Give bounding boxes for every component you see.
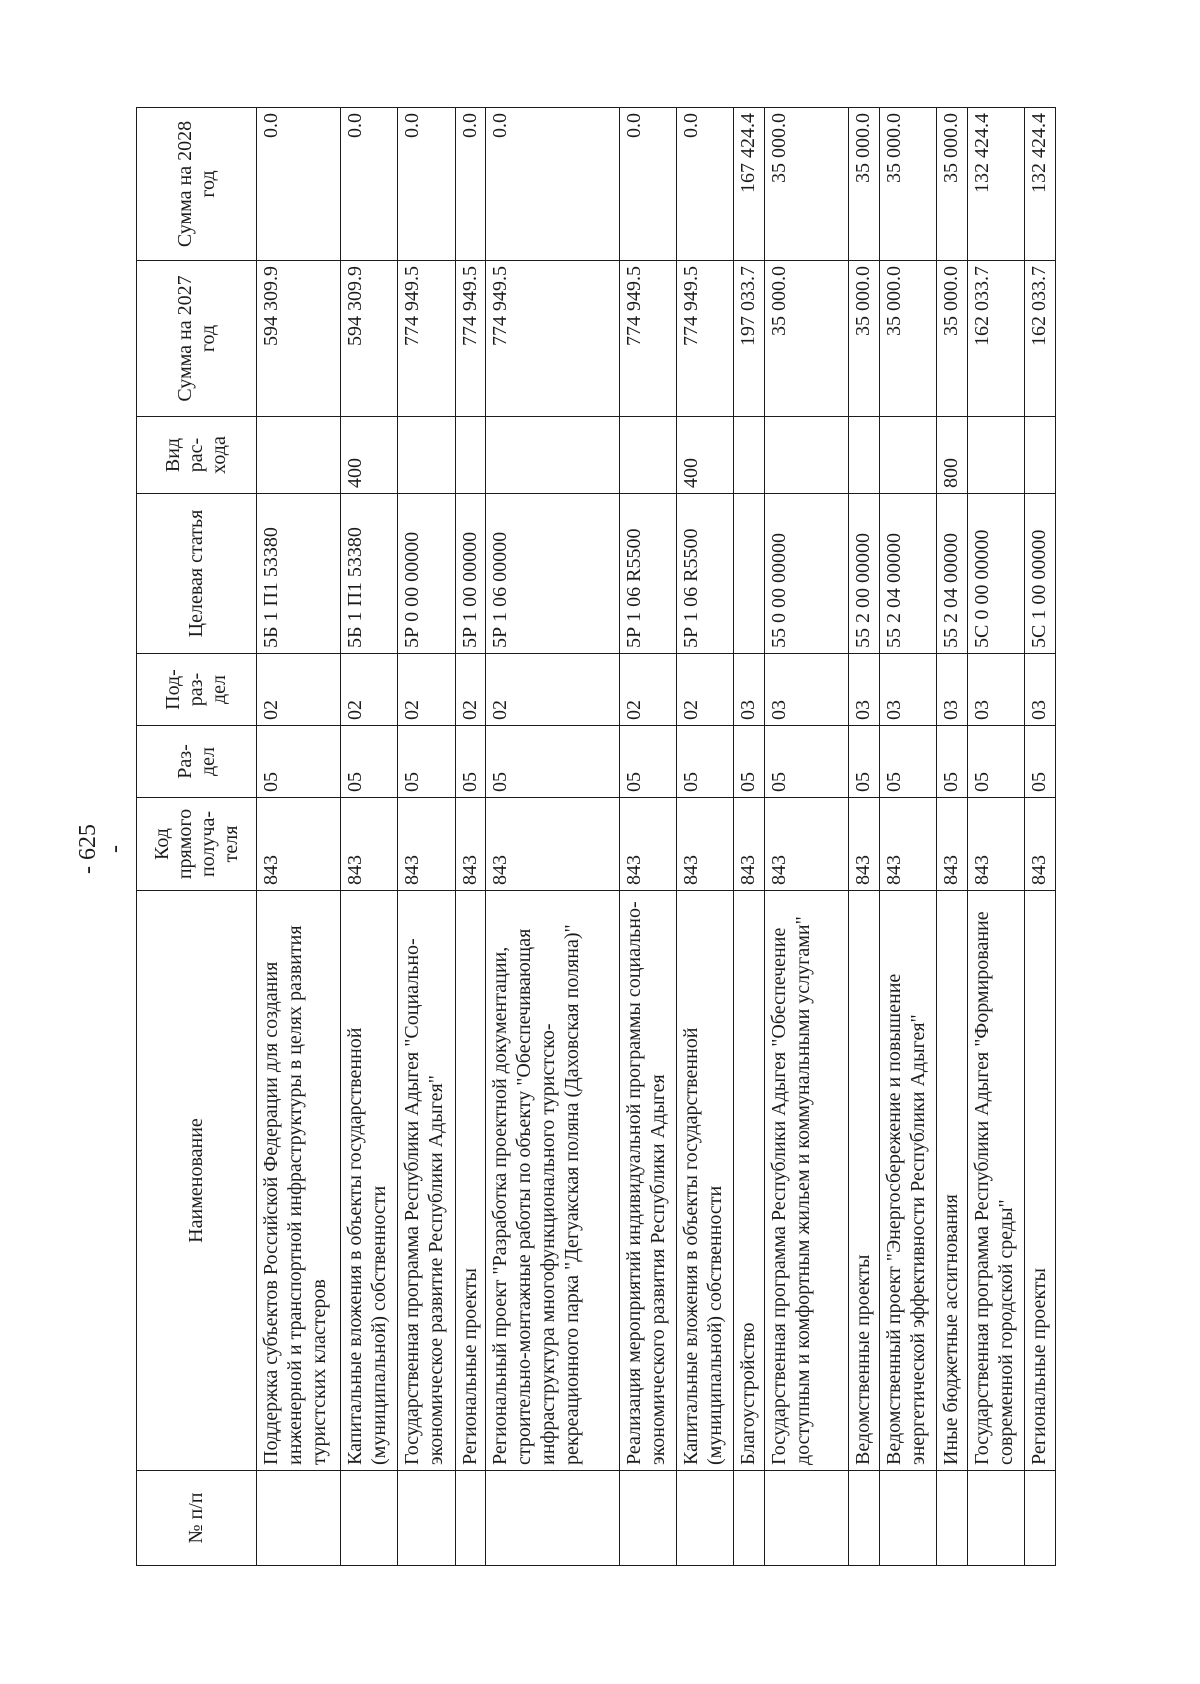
cell-sum-2027: 774 949.5 — [398, 261, 455, 417]
cell-target: 5С 1 00 00000 — [1025, 494, 1056, 654]
header-expense-type: Вид рас-хода — [137, 417, 257, 494]
table-row — [765, 108, 849, 1566]
cell-code: 843 — [967, 798, 1024, 891]
cell-no — [937, 1471, 968, 1566]
cell-section: 05 — [879, 726, 936, 798]
cell-target: 55 0 00 00000 — [765, 494, 849, 654]
cell-target: 5Р 1 06 00000 — [486, 494, 619, 654]
cell-name: Поддержка субъектов Российской Федерации для создания инженерной и транспортной инфраструктуры в целях развития туристских кластеров — [257, 891, 341, 1471]
cell-name: Реализация мероприятий индивидуальной программы социально-экономического развития Республики Адыгея — [619, 891, 676, 1471]
cell-no — [257, 1471, 341, 1566]
table-row — [340, 108, 397, 1566]
cell-section: 05 — [734, 726, 765, 798]
cell-subsection: 02 — [257, 654, 341, 726]
cell-sum-2028: 0.0 — [340, 108, 397, 261]
cell-name: Капитальные вложения в объекты государственной (муниципальной) собственности — [340, 891, 397, 1471]
cell-target: 5Р 1 06 R5500 — [676, 494, 733, 654]
cell-name: Государственная программа Республики Адыгея "Формирование современной городской среды" — [967, 891, 1024, 1471]
cell-sum-2028: 132 424.4 — [1025, 108, 1056, 261]
cell-expense-type: 400 — [676, 417, 733, 494]
cell-code: 843 — [619, 798, 676, 891]
cell-no — [849, 1471, 880, 1566]
cell-code: 843 — [340, 798, 397, 891]
cell-expense-type — [619, 417, 676, 494]
cell-section: 05 — [1025, 726, 1056, 798]
cell-target: 5Б 1 П1 53380 — [340, 494, 397, 654]
cell-expense-type — [765, 417, 849, 494]
cell-sum-2027: 35 000.0 — [849, 261, 880, 417]
cell-name: Государственная программа Республики Адыгея "Социально-экономическое развитие Республики Адыгея" — [398, 891, 455, 1471]
cell-target: 5Р 0 00 00000 — [398, 494, 455, 654]
cell-sum-2028: 0.0 — [619, 108, 676, 261]
cell-sum-2027: 162 033.7 — [967, 261, 1024, 417]
cell-section: 05 — [676, 726, 733, 798]
cell-no — [340, 1471, 397, 1566]
cell-section: 05 — [967, 726, 1024, 798]
cell-section: 05 — [398, 726, 455, 798]
cell-target: 5Б 1 П1 53380 — [257, 494, 341, 654]
cell-expense-type — [398, 417, 455, 494]
cell-sum-2027: 197 033.7 — [734, 261, 765, 417]
cell-subsection: 02 — [340, 654, 397, 726]
cell-sum-2028: 167 424.4 — [734, 108, 765, 261]
cell-sum-2028: 35 000.0 — [849, 108, 880, 261]
cell-expense-type — [879, 417, 936, 494]
cell-no — [676, 1471, 733, 1566]
cell-code: 843 — [257, 798, 341, 891]
cell-subsection: 03 — [1025, 654, 1056, 726]
cell-code: 843 — [455, 798, 486, 891]
cell-expense-type: 400 — [340, 417, 397, 494]
header-target: Целевая статья — [137, 494, 257, 654]
cell-expense-type — [967, 417, 1024, 494]
cell-no — [879, 1471, 936, 1566]
cell-section: 05 — [340, 726, 397, 798]
cell-no — [619, 1471, 676, 1566]
cell-code: 843 — [1025, 798, 1056, 891]
cell-section: 05 — [765, 726, 849, 798]
table-header-row — [137, 108, 257, 1566]
cell-sum-2027: 162 033.7 — [1025, 261, 1056, 417]
cell-sum-2027: 774 949.5 — [455, 261, 486, 417]
cell-expense-type — [1025, 417, 1056, 494]
header-subsection: Под-раз-дел — [137, 654, 257, 726]
table-row — [619, 108, 676, 1566]
header-sum-2028: Сумма на 2028 год — [137, 108, 257, 261]
cell-subsection: 03 — [879, 654, 936, 726]
table-row — [879, 108, 936, 1566]
table-row — [849, 108, 880, 1566]
cell-subsection: 02 — [676, 654, 733, 726]
cell-target: 55 2 04 00000 — [879, 494, 936, 654]
cell-subsection: 03 — [765, 654, 849, 726]
header-code: Код прямого получа-теля — [137, 798, 257, 891]
table-row — [967, 108, 1024, 1566]
cell-target: 5С 0 00 00000 — [967, 494, 1024, 654]
cell-code: 843 — [676, 798, 733, 891]
cell-name: Ведомственный проект "Энергосбережение и повышение энергетической эффективности Республики Адыгея" — [879, 891, 936, 1471]
cell-subsection: 03 — [937, 654, 968, 726]
cell-sum-2028: 0.0 — [455, 108, 486, 261]
cell-no — [486, 1471, 619, 1566]
cell-name: Ведомственные проекты — [849, 891, 880, 1471]
header-sum-2027: Сумма на 2027 год — [137, 261, 257, 417]
table-row — [734, 108, 765, 1566]
table-row — [455, 108, 486, 1566]
cell-expense-type: 800 — [937, 417, 968, 494]
cell-sum-2028: 35 000.0 — [937, 108, 968, 261]
cell-code: 843 — [879, 798, 936, 891]
cell-subsection: 03 — [849, 654, 880, 726]
header-name: Наименование — [137, 891, 257, 1471]
cell-code: 843 — [486, 798, 619, 891]
cell-expense-type — [455, 417, 486, 494]
cell-target: 55 2 00 00000 — [849, 494, 880, 654]
cell-no — [765, 1471, 849, 1566]
cell-sum-2028: 35 000.0 — [765, 108, 849, 261]
cell-target: 5Р 1 00 00000 — [455, 494, 486, 654]
cell-no — [967, 1471, 1024, 1566]
cell-target — [734, 494, 765, 654]
cell-subsection: 02 — [619, 654, 676, 726]
cell-expense-type — [257, 417, 341, 494]
cell-expense-type — [849, 417, 880, 494]
cell-sum-2027: 35 000.0 — [879, 261, 936, 417]
cell-code: 843 — [765, 798, 849, 891]
cell-name: Капитальные вложения в объекты государственной (муниципальной) собственности — [676, 891, 733, 1471]
cell-name: Региональные проекты — [455, 891, 486, 1471]
cell-code: 843 — [937, 798, 968, 891]
cell-sum-2027: 594 309.9 — [257, 261, 341, 417]
header-section: Раз-дел — [137, 726, 257, 798]
table-row — [937, 108, 968, 1566]
cell-name: Государственная программа Республики Адыгея "Обеспечение доступным и комфортным жильем и коммунальными услугами" — [765, 891, 849, 1471]
table-row — [486, 108, 619, 1566]
cell-sum-2027: 35 000.0 — [765, 261, 849, 417]
cell-name: Иные бюджетные ассигнования — [937, 891, 968, 1471]
table-row — [676, 108, 733, 1566]
cell-expense-type — [734, 417, 765, 494]
cell-section: 05 — [257, 726, 341, 798]
cell-name: Региональные проекты — [1025, 891, 1056, 1471]
cell-subsection: 03 — [734, 654, 765, 726]
cell-code: 843 — [734, 798, 765, 891]
cell-subsection: 03 — [967, 654, 1024, 726]
page-number: - 625 - — [75, 824, 128, 874]
cell-code: 843 — [849, 798, 880, 891]
cell-subsection: 02 — [486, 654, 619, 726]
header-no: № п/п — [137, 1471, 257, 1566]
budget-table — [136, 107, 1056, 1566]
cell-section: 05 — [486, 726, 619, 798]
cell-sum-2028: 0.0 — [257, 108, 341, 261]
cell-section: 05 — [937, 726, 968, 798]
cell-section: 05 — [849, 726, 880, 798]
cell-sum-2027: 774 949.5 — [619, 261, 676, 417]
cell-subsection: 02 — [455, 654, 486, 726]
cell-section: 05 — [619, 726, 676, 798]
cell-no — [1025, 1471, 1056, 1566]
cell-target: 55 2 04 00000 — [937, 494, 968, 654]
cell-sum-2027: 774 949.5 — [676, 261, 733, 417]
table-body — [257, 108, 1056, 1566]
cell-target: 5Р 1 06 R5500 — [619, 494, 676, 654]
cell-sum-2028: 0.0 — [486, 108, 619, 261]
cell-sum-2027: 774 949.5 — [486, 261, 619, 417]
cell-sum-2027: 594 309.9 — [340, 261, 397, 417]
cell-no — [398, 1471, 455, 1566]
table-row — [257, 108, 341, 1566]
table-row — [398, 108, 455, 1566]
cell-subsection: 02 — [398, 654, 455, 726]
cell-sum-2028: 132 424.4 — [967, 108, 1024, 261]
cell-no — [734, 1471, 765, 1566]
cell-code: 843 — [398, 798, 455, 891]
cell-sum-2028: 0.0 — [676, 108, 733, 261]
cell-name: Благоустройство — [734, 891, 765, 1471]
cell-section: 05 — [455, 726, 486, 798]
cell-name: Региональный проект "Разработка проектной документации, строительно-монтажные работы по объекту "Обеспечивающая инфраструктура многофункционального туристско-рекреационного парка "Дегуакская поляна (Даховская поляна)" — [486, 891, 619, 1471]
rotated-table-container — [136, 108, 1056, 1566]
cell-no — [455, 1471, 486, 1566]
cell-sum-2027: 35 000.0 — [937, 261, 968, 417]
table-row — [1025, 108, 1056, 1566]
cell-sum-2028: 35 000.0 — [879, 108, 936, 261]
cell-expense-type — [486, 417, 619, 494]
cell-sum-2028: 0.0 — [398, 108, 455, 261]
